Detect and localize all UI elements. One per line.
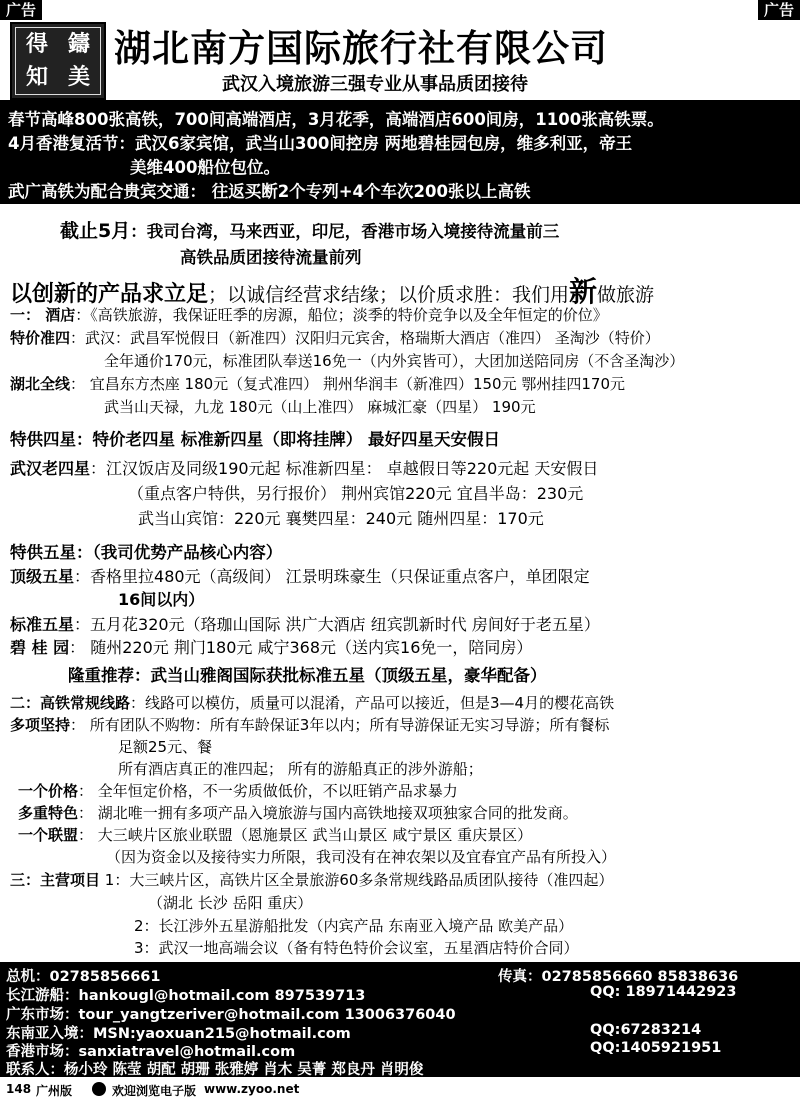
ad-label-right: 广告 xyxy=(758,0,800,20)
logo-char: 得 xyxy=(25,31,48,57)
five-star-special-desc: ：（我司优势产品核心内容） xyxy=(76,543,283,562)
motto-new-char: 新 xyxy=(569,275,598,308)
logo-char: 知 xyxy=(25,64,48,90)
old-four-star-line3: 武当山宾馆：220元 襄樊四星：240元 随州四星：170元 xyxy=(138,509,544,528)
tejia-line2: 全年通价170元，标准团队奉送16免一（内外宾皆可），大团加送陪同房（不含圣淘沙） xyxy=(104,352,685,370)
motto-part3: 做旅游 xyxy=(597,284,655,306)
hk-contact[interactable]: sanxiatravel@hotmail.com xyxy=(78,1044,296,1060)
edition-label: 广州版 xyxy=(36,1084,73,1098)
four-star-special-label: 特供四星 xyxy=(10,430,76,449)
alliance-line1: ： 大三峡片区旅业联盟（恩施景区 武当山景区 咸宁景区 重庆景区） xyxy=(78,826,533,844)
company-logo xyxy=(10,22,106,100)
contact-footer xyxy=(0,962,800,1077)
price-label: 一个价格 xyxy=(18,782,79,800)
main-phone-label: 总机： xyxy=(6,969,50,985)
bgy-label: 碧 桂 园 xyxy=(10,638,70,657)
highlight-line: 美维400船位包位。 xyxy=(130,158,280,177)
alliance-line2: （因为资金以及接待实力所限，我司没有在神农架以及宜春宜产品有所投入） xyxy=(106,848,617,866)
cruise-qq: QQ: 18971442923 xyxy=(590,984,737,1000)
tejia-label: 特价准四 xyxy=(10,329,71,347)
insist-label: 多项坚持 xyxy=(10,716,71,734)
five-star-special-label: 特供五星 xyxy=(10,543,76,562)
std-five-star-line: ：五月花320元（珞珈山国际 洪广大酒店 纽宾凯新时代 房间好于老五星） xyxy=(74,615,600,634)
feature-label: 多重特色 xyxy=(18,804,79,822)
logo-char: 鑄 xyxy=(67,31,90,57)
highlights-banner xyxy=(0,100,800,204)
gd-label: 广东市场： xyxy=(6,1007,79,1023)
motto-part2: ；以诚信经营求结缘；以价质求胜：我们用 xyxy=(208,284,570,306)
alliance-label: 一个联盟 xyxy=(18,826,79,844)
bgy-line: ： 随州220元 荆门180元 咸宁368元（送内宾16免一，陪同房） xyxy=(69,638,533,657)
highlight-line: 春节高峰800张高铁，700间高端酒店，3月花季，高端酒店600间房，1100张高铁票。 xyxy=(8,110,664,129)
cutoff-line1: ：我司台湾，马来西亚，印尼，香港市场入境接待流量前三 xyxy=(130,222,560,241)
gd-contact[interactable]: tour_yangtzeriver@hotmail.com 13006376040 xyxy=(78,1007,456,1023)
std-five-star-label: 标准五星 xyxy=(10,615,75,634)
hk-qq: QQ:1405921951 xyxy=(590,1040,722,1056)
insist-line2: 足额25元、餐 xyxy=(118,738,213,756)
cruise-contact[interactable]: hankougl@hotmail.com 897539713 xyxy=(78,988,366,1004)
cutoff-label: 截止5月 xyxy=(60,220,131,242)
project-item-1-line2: （湖北 长沙 岳阳 重庆） xyxy=(148,894,313,912)
logo-char: 美 xyxy=(67,64,90,90)
top-five-star-label: 顶级五星 xyxy=(10,567,75,586)
hk-label: 香港市场： xyxy=(6,1044,79,1060)
highlight-line: 4月香港复活节：武汉6家宾馆，武当山300间控房 两地碧桂园包房，维多利亚，帝王 xyxy=(8,134,633,153)
cruise-label: 长江游船： xyxy=(6,988,79,1004)
recommend-line: 隆重推荐：武当山雅阁国际获批标准五星（顶级五星，豪华配备） xyxy=(68,666,547,685)
company-name: 湖北南方国际旅行社有限公司 xyxy=(114,27,608,70)
hubei-label: 湖北全线 xyxy=(10,375,71,393)
project-item-2: 2：长江涉外五星游船批发（内宾产品 东南亚入境产品 欧美产品） xyxy=(134,917,574,935)
four-star-special-desc: ：特价老四星 标准新四星（即将挂牌） 最好四星天安假日 xyxy=(76,430,500,449)
contact-people: 杨小玲 陈莹 胡配 胡珊 张雅婷 肖木 吴菁 郑良丹 肖明俊 xyxy=(64,1062,424,1078)
tejia-line1: ：武汉：武昌军悦假日（新准四）汉阳归元宾舍，格瑞斯大酒店（准四） 圣淘沙（特价） xyxy=(70,329,660,347)
feature-line: ： 湖北唯一拥有多项产品入境旅游与国内高铁地接双项独家合同的批发商。 xyxy=(78,804,578,822)
hubei-line2: 武当山天禄，九龙 180元（山上准四） 麻城汇豪（四星） 190元 xyxy=(104,398,536,416)
fax: 02785856660 85838636 xyxy=(541,969,739,985)
hubei-line1: ： 宜昌东方杰座 180元（复式准四） 荆州华润丰（新准四）150元 鄂州挂四170元 xyxy=(70,375,625,393)
routes-label: 二：高铁常规线路 xyxy=(10,694,131,712)
people-label: 联系人： xyxy=(6,1062,64,1078)
site-link[interactable]: www.zyoo.net xyxy=(204,1082,300,1096)
project-item-3: 3：武汉一地高端会议（备有特色特价会议室，五星酒店特价合同） xyxy=(134,939,579,957)
page-number: 148 xyxy=(6,1082,32,1096)
cutoff-line2: 高铁品质团接待流量前列 xyxy=(180,248,362,267)
insist-line1: ： 所有团队不购物：所有车龄保证3年以内；所有导游保证无实习导游；所有餐标 xyxy=(70,716,610,734)
header xyxy=(0,18,800,102)
sea-contact[interactable]: MSN:yaoxuan215@hotmail.com xyxy=(93,1026,351,1042)
old-four-star-line1: ：江汉饭店及同级190元起 标准新四星： 卓越假日等220元起 天安假日 xyxy=(90,459,599,478)
sea-label: 东南亚入境： xyxy=(6,1026,93,1042)
insist-line3: 所有酒店真正的准四起； 所有的游船真正的涉外游船； xyxy=(118,760,483,778)
top-five-star-line1: ：香格里拉480元（高级间） 江景明珠豪生（只保证重点客户，单团限定 xyxy=(74,567,590,586)
price-line: ： 全年恒定价格，不一劣质做低价，不以旺销产品求暴力 xyxy=(78,782,458,800)
globe-icon xyxy=(92,1082,106,1096)
main-phone: 02785856661 xyxy=(49,969,161,985)
project-item-1-line1: 1：大三峡片区，高铁片区全景旅游60多条常规线路品质团队接待（准四起） xyxy=(104,871,614,889)
page-footer xyxy=(0,1078,800,1100)
old-four-star-label: 武汉老四星 xyxy=(10,459,91,478)
main-projects-label: 三：主营项目 xyxy=(10,871,101,889)
highlight-line: 武广高铁为配合贵宾交通： 往返买断2个专列+4个车次200张以上高铁 xyxy=(8,182,531,201)
welcome-text: 欢迎浏览电子版 xyxy=(112,1084,197,1098)
slogan: 武汉入境旅游三强专业从事品质团接待 xyxy=(222,74,528,95)
routes-desc: ：线路可以模仿，质量可以混淆，产品可以接近，但是3—4月的樱花高铁 xyxy=(130,694,615,712)
hotel-desc: ：《高铁旅游，我保证旺季的房源，船位；淡季的特价竞争以及全年恒定的价位》 xyxy=(75,306,608,324)
ad-label-left: 广告 xyxy=(0,0,42,20)
motto-part1: 以创新的产品求立足 xyxy=(10,282,209,307)
hotel-label: 一： 酒店 xyxy=(10,306,76,324)
old-four-star-line2: （重点客户特供，另行报价） 荆州宾馆220元 宜昌半岛：230元 xyxy=(128,484,584,503)
sea-qq: QQ:67283214 xyxy=(590,1022,702,1038)
fax-label: 传真： xyxy=(498,969,542,985)
top-five-star-line2: 16间以内） xyxy=(118,590,205,609)
